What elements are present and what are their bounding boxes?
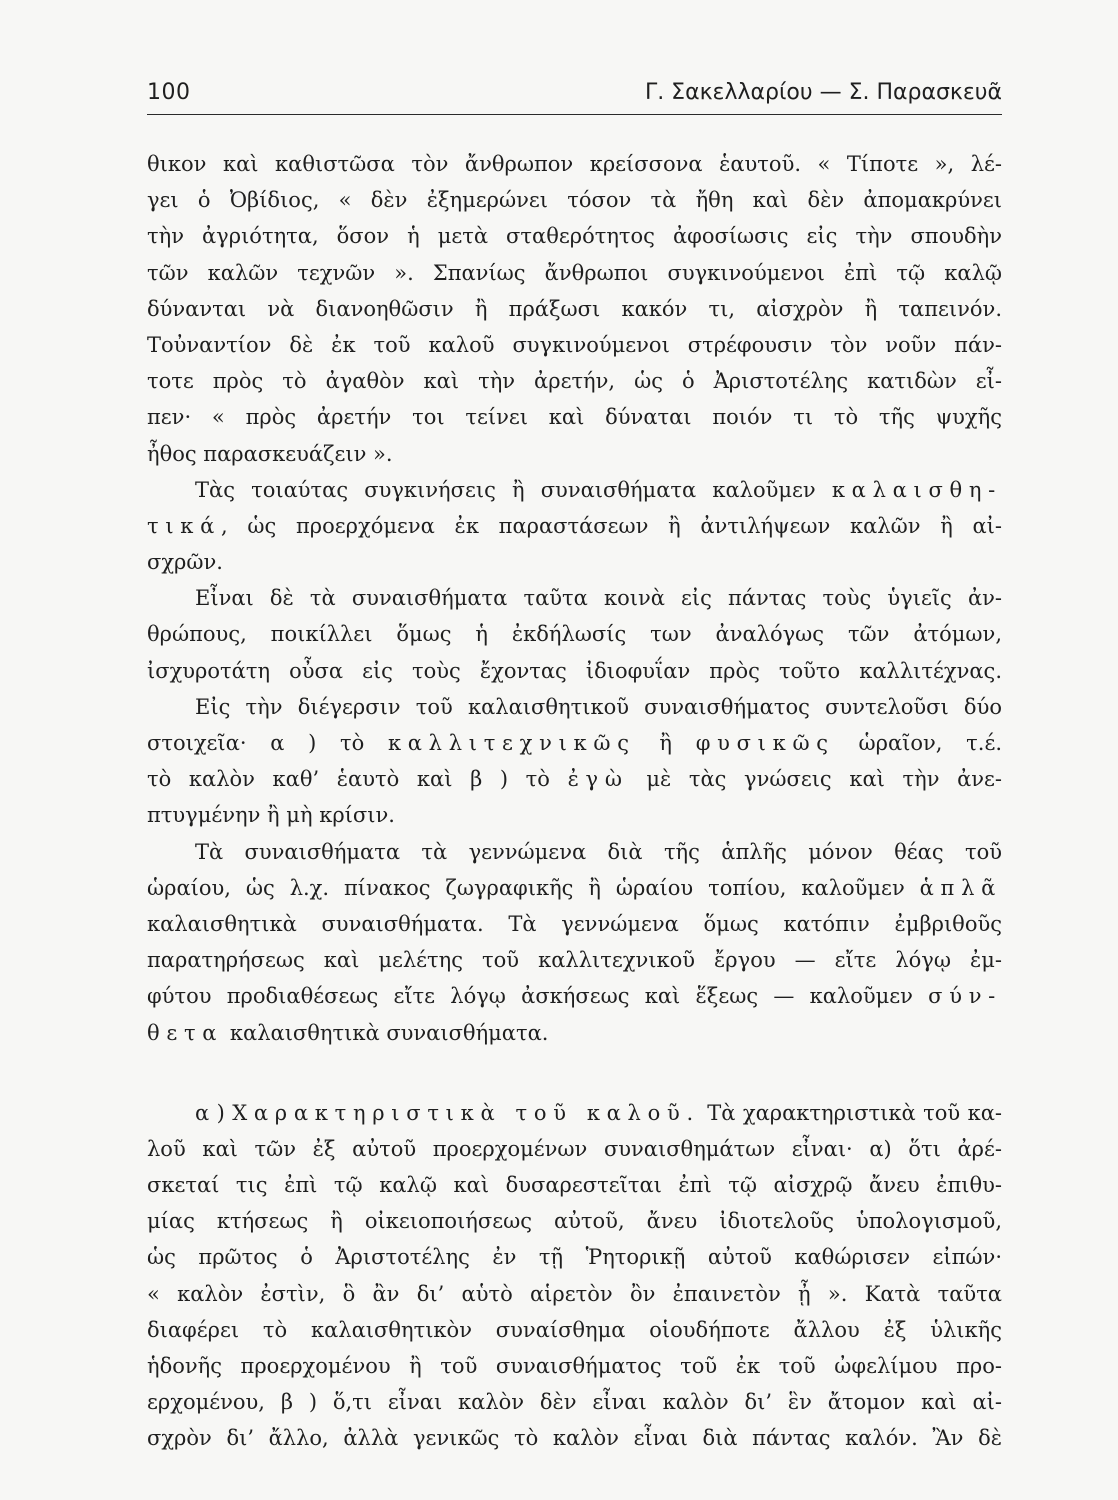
text-line: θρώπους, ποικίλλει ὅμως ἡ ἐκδήλωσίς των ἀναλόγως τῶν ἀτόμων,: [147, 622, 1002, 647]
section-gap: [147, 1051, 1002, 1095]
text-line: τοτε πρὸς τὸ ἀγαθὸν καὶ τὴν ἀρετήν, ὡς ὁ Ἀριστοτέλης κατιδὼν εἶ-: [147, 369, 1002, 394]
spaced-term: ἁπλᾶ: [919, 875, 1002, 900]
body-text: [147, 146, 1002, 1457]
spaced-term: καλαισθη-: [831, 477, 1002, 502]
text-line: πεν· « πρὸς ἀρετήν τοι τείνει καὶ δύναται ποιόν τι τὸ τῆς ψυχῆς: [147, 405, 1002, 430]
text-line: καλαισθητικὰ συναισθήματα. Τὰ γεννώμενα ὅμως κατόπιν ἐμβριθοῦς: [147, 911, 1002, 936]
text-line: ερχομένου, β ) ὅ,τι εἶναι καλὸν δὲν εἶναι καλὸν δι’ ἓν ἄτομον καὶ αἰ-: [147, 1390, 1002, 1415]
text-line: [147, 1095, 1002, 1131]
text-run: ὡραῖον, τ.έ.: [858, 731, 1002, 755]
text-run: α ): [195, 1100, 225, 1125]
paragraph-4: [147, 689, 1002, 834]
text-line: ἰσχυροτάτη οὖσα εἰς τοὺς ἔχοντας ἰδιοφυΐαν πρὸς τοῦτο καλλιτέχνας.: [147, 658, 1002, 683]
text-run: Τὰς τοιαύτας συγκινήσεις ἢ συναισθήματα καλοῦμεν: [195, 477, 816, 502]
text-line: τῶν καλῶν τεχνῶν ». Σπανίως ἄνθρωποι συγκινούμενοι ἐπὶ τῷ καλῷ: [147, 260, 1002, 285]
text-line: τὴν ἀγριότητα, ὅσον ἡ μετὰ σταθερότητος ἀφοσίωσις εἰς τὴν σπουδὴν: [147, 224, 1002, 249]
paragraph-6: [147, 1095, 1002, 1457]
text-run: μὲ τὰς γνώσεις καὶ τὴν ἀνε-: [646, 767, 1002, 792]
text-line: [147, 761, 1002, 797]
text-run: φύτου προδιαθέσεως εἴτε λόγῳ ἀσκήσεως καὶ ἕξεως — καλοῦμεν: [147, 984, 913, 1009]
text-line: πτυγμένην ἢ μὴ κρίσιν.: [147, 803, 395, 828]
spaced-term: τικά: [147, 513, 222, 538]
text-line: [147, 472, 1002, 508]
text-line: [147, 1015, 1002, 1051]
section-heading: Χαρακτηριστικὰ τοῦ καλοῦ.: [232, 1100, 700, 1125]
text-line: Εἰς τὴν διέγερσιν τοῦ καλαισθητικοῦ συναισθήματος συντελοῦσι δύο: [195, 694, 1002, 719]
paragraph-2: [147, 472, 1002, 581]
page-number: 100: [147, 80, 191, 105]
spaced-term: ἐγὼ: [567, 767, 629, 792]
text-line: σχρῶν.: [147, 550, 223, 575]
text-line: [147, 978, 1002, 1014]
text-line: σχρὸν δι’ ἄλλο, ἀλλὰ γενικῶς τὸ καλὸν εἶναι διὰ πάντας καλόν. Ἂν δὲ: [147, 1426, 1002, 1451]
spaced-term: σύν-: [928, 984, 1002, 1009]
text-run: τὸ καλὸν καθ’ ἑαυτὸ καὶ β ) τὸ: [147, 767, 550, 792]
text-line: ὡς πρῶτος ὁ Ἀριστοτέλης ἐν τῇ Ῥητορικῇ αὐτοῦ καθώρισεν εἰπών·: [147, 1245, 1002, 1270]
paragraph-3: [147, 580, 1002, 689]
spaced-term: θετα: [147, 1020, 224, 1045]
text-line: « καλὸν ἐστὶν, ὃ ἂν δι’ αὑτὸ αἱρετὸν ὂν ἐπαινετὸν ᾖ ». Κατὰ ταῦτα: [147, 1281, 1002, 1306]
spaced-term: καλλιτεχνικῶς: [387, 731, 636, 755]
text-line: διαφέρει τὸ καλαισθητικὸν συναίσθημα οἱουδήποτε ἄλλου ἐξ ὑλικῆς: [147, 1317, 1002, 1342]
text-line: ἡδονῆς προερχομένου ἢ τοῦ συναισθήματος τοῦ ἐκ τοῦ ὠφελίμου προ-: [147, 1354, 1002, 1378]
text-line: [147, 508, 1002, 544]
paragraph-5: [147, 834, 1002, 1051]
text-run: , ὡς προερχόμενα ἐκ παραστάσεων ἢ ἀντιλήψεων καλῶν ἢ αἰ-: [221, 513, 1002, 538]
spaced-term: φυσικῶς: [695, 731, 835, 755]
text-line: παρατηρήσεως καὶ μελέτης τοῦ καλλιτεχνικοῦ ἔργου — εἴτε λόγῳ ἐμ-: [147, 948, 1002, 973]
text-run: καλαισθητικὰ συναισθήματα.: [229, 1020, 549, 1045]
text-line: [147, 725, 1002, 761]
page-header: [147, 74, 1002, 114]
running-head: Γ. Σακελλαρίου — Σ. Παρασκευᾶ: [644, 80, 1002, 105]
text-line: γει ὁ Ὀβίδιος, « δὲν ἐξημερώνει τόσον τὰ ἤθη καὶ δὲν ἀπομακρύνει: [147, 188, 1002, 213]
text-run: ὡραίου, ὡς λ.χ. πίνακος ζωγραφικῆς ἢ ὡραίου τοπίου, καλοῦμεν: [147, 875, 905, 900]
text-run: ἢ: [659, 731, 672, 755]
text-line: ἦθος παρασκευάζειν ».: [147, 441, 393, 466]
header-rule: [147, 114, 1002, 115]
text-line: δύνανται νὰ διανοηθῶσιν ἢ πράξωσι κακόν τι, αἰσχρὸν ἢ ταπεινόν.: [147, 296, 1002, 321]
text-line: σκεταί τις ἐπὶ τῷ καλῷ καὶ δυσαρεστεῖται ἐπὶ τῷ αἰσχρῷ ἄνευ ἐπιθυ-: [147, 1173, 1002, 1198]
text-line: θικον καὶ καθιστῶσα τὸν ἄνθρωπον κρείσσονα ἑαυτοῦ. « Τίποτε », λέ-: [147, 152, 1002, 176]
text-line: λοῦ καὶ τῶν ἐξ αὐτοῦ προερχομένων συναισθημάτων εἶναι· α) ὅτι ἀρέ-: [147, 1136, 1002, 1161]
text-line: Εἶναι δὲ τὰ συναισθήματα ταῦτα κοινὰ εἰς πάντας τοὺς ὑγιεῖς ἀν-: [195, 586, 1002, 611]
paragraph-1: [147, 146, 1002, 472]
text-run: στοιχεῖα· α ) τὸ: [147, 731, 365, 755]
text-line: Τὰ συναισθήματα τὰ γεννώμενα διὰ τῆς ἁπλῆς μόνον θέας τοῦ: [195, 839, 1002, 864]
text-run: Τὰ χαρακτηριστικὰ τοῦ κα-: [707, 1100, 1002, 1125]
text-line: Τοὐναντίον δὲ ἐκ τοῦ καλοῦ συγκινούμενοι στρέφουσιν τὸν νοῦν πάν-: [147, 332, 1002, 357]
text-line: [147, 870, 1002, 906]
text-line: μίας κτήσεως ἢ οἰκειοποιήσεως αὐτοῦ, ἄνευ ἰδιοτελοῦς ὑπολογισμοῦ,: [147, 1209, 1002, 1234]
